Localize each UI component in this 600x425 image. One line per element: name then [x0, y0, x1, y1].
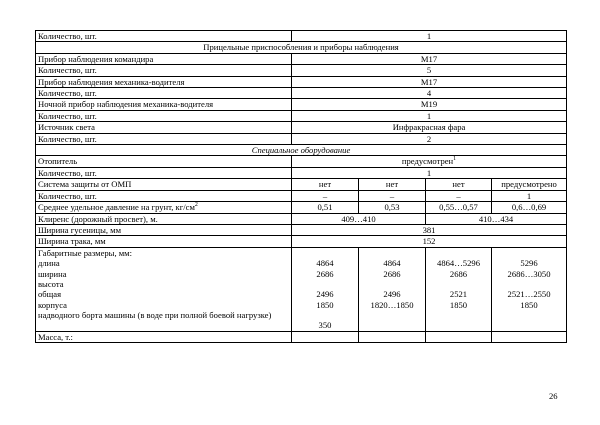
row-value: М19 — [292, 99, 567, 110]
table-row — [36, 179, 567, 190]
dims-value — [294, 279, 356, 289]
row-label: Количество, шт. — [36, 110, 292, 121]
dims-value — [294, 248, 356, 258]
dims-value — [494, 320, 564, 330]
row-label: Источник света — [36, 122, 292, 133]
footnote-marker: 1 — [453, 156, 457, 163]
table-row — [36, 122, 567, 133]
table-row — [36, 99, 567, 110]
row-value — [492, 331, 567, 342]
dims-hull-label: корпуса — [38, 299, 67, 310]
table-row — [36, 110, 567, 121]
dims-value — [494, 248, 564, 258]
dimensions-row — [36, 247, 567, 331]
section-title-sights: Прицельные приспособления и приборы наблюдения — [36, 42, 567, 53]
unit-exponent: 2 — [194, 202, 198, 209]
dims-column — [426, 247, 492, 331]
row-label: Клиренс (дорожный просвет), м. — [36, 213, 292, 224]
dims-value: 4864 — [316, 258, 334, 269]
dims-value: 1850 — [449, 299, 468, 310]
table-row — [36, 224, 567, 235]
dims-value: 1850 — [520, 299, 538, 310]
row-value: 0,6…0,69 — [492, 202, 567, 213]
row-value: 1 — [492, 190, 567, 201]
row-label: Масса, т.: — [36, 331, 292, 342]
dims-value: 1850 — [316, 299, 334, 310]
row-label: Количество, шт. — [36, 190, 292, 201]
dims-column — [492, 247, 567, 331]
table-row — [36, 202, 567, 213]
table-row — [36, 331, 567, 342]
row-label: Прибор наблюдения механика-водителя — [36, 76, 292, 87]
dims-value — [494, 310, 564, 320]
dims-value — [294, 310, 356, 320]
row-value: – — [292, 190, 359, 201]
table-row — [36, 88, 567, 99]
row-label: Количество, шт. — [36, 31, 292, 42]
row-label: Количество, шт. — [36, 65, 292, 76]
row-value: нет — [292, 179, 359, 190]
row-value: – — [426, 190, 492, 201]
row-value: нет — [359, 179, 426, 190]
dims-value: 4864 — [383, 258, 401, 269]
table-row — [36, 156, 567, 167]
row-label: Система защиты от ОМП — [36, 179, 292, 190]
row-label — [36, 202, 292, 213]
dims-value: 1820…1850 — [370, 299, 414, 310]
row-value — [426, 331, 492, 342]
dims-value: 350 — [318, 320, 332, 331]
table-row — [36, 31, 567, 42]
dims-value: 2686 — [383, 268, 401, 279]
row-label: Отопитель — [36, 156, 292, 167]
dims-value — [428, 279, 489, 289]
row-value — [359, 331, 426, 342]
row-value: 410…434 — [426, 213, 567, 224]
row-value — [292, 331, 359, 342]
row-value: – — [359, 190, 426, 201]
pressure-label: Среднее удельное давление на грунт, кг/см — [38, 202, 195, 213]
dims-value: 2686…3050 — [507, 268, 551, 279]
row-label: Количество, шт. — [36, 88, 292, 99]
heater-value: предусмотрен — [401, 156, 454, 167]
row-value: нет — [426, 179, 492, 190]
dims-value — [361, 279, 423, 289]
dims-value: 2521 — [449, 289, 468, 300]
table-row — [36, 236, 567, 247]
dims-length-label: длина — [38, 258, 60, 269]
dims-value: 2521…2550 — [507, 289, 551, 300]
row-value: 152 — [292, 236, 567, 247]
row-value: 2 — [292, 133, 567, 144]
row-value: М17 — [292, 76, 567, 87]
row-value: предусмотрено — [492, 179, 567, 190]
table-row — [36, 53, 567, 64]
row-value: 0,53 — [359, 202, 426, 213]
table-row — [36, 65, 567, 76]
table-row — [36, 76, 567, 87]
page-number: 26 — [549, 391, 558, 401]
row-value: 0,55…0,57 — [426, 202, 492, 213]
row-label: Количество, шт. — [36, 133, 292, 144]
table-row — [36, 167, 567, 178]
row-label: Ширина гусеницы, мм — [36, 224, 292, 235]
row-value: 381 — [292, 224, 567, 235]
dims-value: 2496 — [316, 289, 334, 300]
dims-value — [428, 320, 489, 330]
table-row — [36, 190, 567, 201]
dims-value — [428, 248, 489, 258]
row-value: 409…410 — [292, 213, 426, 224]
row-value — [292, 156, 567, 167]
dims-value: 2686 — [449, 268, 468, 279]
dims-value — [361, 248, 423, 258]
table-row — [36, 213, 567, 224]
row-value: 0,51 — [292, 202, 359, 213]
specification-table — [35, 30, 567, 343]
dims-freeboard-label: надводного борта машины (в воде при полной боевой нагрузке) — [38, 310, 272, 321]
row-label: Ширина трака, мм — [36, 236, 292, 247]
row-label: Ночной прибор наблюдения механика-водителя — [36, 99, 292, 110]
dims-value — [361, 310, 423, 320]
dims-value: 2496 — [383, 289, 401, 300]
dims-value — [428, 310, 489, 320]
row-value: 1 — [292, 167, 567, 178]
row-label: Прибор наблюдения командира — [36, 53, 292, 64]
row-value: 1 — [292, 31, 567, 42]
dims-overall-label: общая — [38, 289, 62, 300]
dims-width-label: ширина — [38, 268, 67, 279]
row-value: 5 — [292, 65, 567, 76]
dims-value: 5296 — [520, 258, 538, 269]
row-label: Количество, шт. — [36, 167, 292, 178]
dims-value: 2686 — [316, 268, 334, 279]
dims-height-label: высота — [38, 278, 64, 289]
dimensions-labels — [36, 247, 292, 331]
table-row — [36, 133, 567, 144]
dims-value — [494, 279, 564, 289]
dims-column — [359, 247, 426, 331]
dims-value — [361, 320, 423, 330]
dims-value: 4864…5296 — [437, 258, 480, 269]
section-header-row — [36, 42, 567, 53]
section-header-row — [36, 145, 567, 156]
row-value: М17 — [292, 53, 567, 64]
dims-heading: Габаритные размеры, мм: — [38, 247, 133, 258]
row-value: Инфракрасная фара — [292, 122, 567, 133]
row-value: 4 — [292, 88, 567, 99]
section-title-special-equipment: Специальное оборудование — [36, 145, 567, 156]
dims-column — [292, 247, 359, 331]
row-value: 1 — [292, 110, 567, 121]
